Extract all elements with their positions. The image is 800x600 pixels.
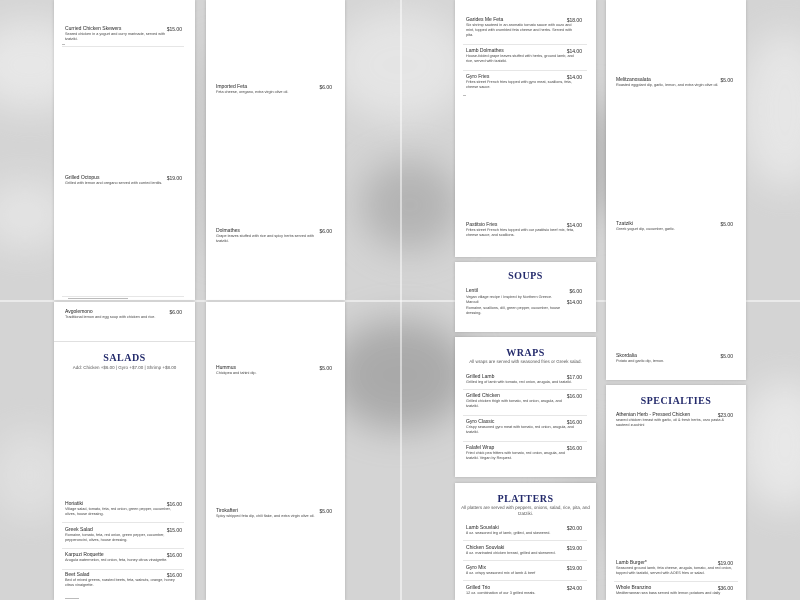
section-title-platters: PLATTERS xyxy=(497,494,554,505)
menu-card-mid-left-bottom xyxy=(206,302,345,600)
section-subtitle-wraps: All wraps are served with seasoned fries or Greek salad. xyxy=(469,359,582,364)
item-price: $6.00 xyxy=(569,289,582,295)
menu-item[interactable] xyxy=(65,175,182,189)
menu-item[interactable] xyxy=(616,353,733,367)
item-name: Whole Branzino xyxy=(616,585,652,591)
item-description: Crispy seasoned gyro meat with tomato, red onion, arugula, and tzatziki. xyxy=(466,425,574,434)
item-price: $5.00 xyxy=(720,222,733,228)
item-name: Hummus xyxy=(216,365,237,371)
item-name: Karpuzi Roquette xyxy=(65,552,104,558)
menu-item[interactable] xyxy=(466,48,582,68)
item-name: Greek Salad xyxy=(65,527,93,533)
item-description: 8 oz. marinated chicken breast, grilled and skewered. xyxy=(466,551,556,555)
menu-item[interactable] xyxy=(616,221,733,235)
menu-item[interactable] xyxy=(616,560,733,580)
item-name: Pastitsio Fries xyxy=(466,222,498,228)
item-description: Seasoned ground lamb, feta cheese, arugula, tomato, and red onion, topped with tzatziki, served with AOES fries or salad. xyxy=(616,566,732,575)
menu-card-mid-left-top xyxy=(206,0,345,300)
divider xyxy=(463,560,587,561)
divider xyxy=(463,441,587,442)
item-price: $19.00 xyxy=(566,566,582,572)
item-price: $14.00 xyxy=(566,75,582,81)
item-description: Grilled chicken thigh with tomato, red onion, arugula, and tzatziki. xyxy=(466,399,562,408)
item-description: Feta cheese, oregano, extra virgin olive oil. xyxy=(216,90,289,94)
item-description: Roasted eggplant dip, garlic, lemon, and extra virgin olive oil. xyxy=(616,83,719,87)
item-description: 8 oz. seasoned leg of lamb, grilled, and skewered. xyxy=(466,531,551,535)
item-name: Horiatiki xyxy=(65,501,84,507)
divider xyxy=(463,540,587,541)
menu-item[interactable] xyxy=(216,84,332,98)
divider xyxy=(62,569,184,570)
item-price: $6.00 xyxy=(169,310,182,316)
item-price: $15.00 xyxy=(166,27,182,33)
divider xyxy=(62,548,184,549)
item-description: Spicy whipped feta dip, chili flake, and extra virgin olive oil. xyxy=(216,514,315,518)
divider xyxy=(614,581,738,582)
item-name: Grilled Lamb xyxy=(466,374,495,380)
menu-item[interactable] xyxy=(65,501,182,521)
item-name: Avgolemono xyxy=(65,309,93,315)
item-description: Grilled with lemon and oregano served with curried lentils. xyxy=(65,181,163,185)
item-description: Vegan village recipe / Inspired by Northern Greece. Marouli xyxy=(466,295,553,304)
item-name: Gyro Classic xyxy=(466,419,495,425)
item-description: Arugula watermelon, red onion, feta, honey citrus vinaigrette. xyxy=(65,558,168,562)
menu-item[interactable] xyxy=(466,306,582,318)
item-price: $14.00 xyxy=(566,49,582,55)
item-price: $6.00 xyxy=(319,229,332,235)
divider xyxy=(62,296,184,297)
item-name: Athenian Herb - Pressed Chicken xyxy=(616,412,691,418)
divider xyxy=(463,44,587,45)
menu-item[interactable] xyxy=(466,17,582,43)
item-description: Greek yogurt dip, cucumber, garlic. xyxy=(616,227,675,231)
divider xyxy=(463,95,466,96)
menu-item[interactable] xyxy=(65,527,182,547)
item-description: Bed of mixed greens, roasted beets, feta, walnuts, orange, honey citrus vinaigrette. xyxy=(65,578,175,587)
item-name: Grilled Octopus xyxy=(65,175,100,181)
item-description: 12 oz. combination of our 3 grilled meats. xyxy=(466,591,536,595)
item-name: Gyro Fries xyxy=(466,74,490,80)
menu-item[interactable] xyxy=(616,77,733,91)
item-price: $19.00 xyxy=(166,176,182,182)
item-name: Lentil xyxy=(466,288,478,294)
divider xyxy=(463,415,587,416)
item-price: $16.00 xyxy=(166,573,182,579)
section-title-specialties: SPECIALTIES xyxy=(640,396,712,407)
item-name: Falafel Wrap xyxy=(466,445,495,451)
menu-item[interactable] xyxy=(466,585,582,599)
divider xyxy=(62,522,184,523)
menu-card-center-top xyxy=(455,0,596,257)
section-subtitle-salads: Add: Chicken +$6.00 | Gyro +$7.00 | Shrimp +$8.00 xyxy=(72,365,177,370)
menu-item[interactable] xyxy=(466,565,582,579)
item-price: $16.00 xyxy=(566,446,582,452)
menu-card-soups xyxy=(455,262,596,332)
item-price: $5.00 xyxy=(720,78,733,84)
item-name: Curried Chicken Skewers xyxy=(65,26,122,32)
menu-card-left-top xyxy=(54,0,195,300)
item-name: Gyro Mix xyxy=(466,565,486,571)
item-description: 8 oz. crispy seasoned mix of lamb & beef xyxy=(466,571,536,575)
item-description: Potato and garlic dip, lemon. xyxy=(616,359,665,363)
item-description: Fried chick pea fritters with tomato, red onion, arugula, and tzatziki. Vegan by Request. xyxy=(466,451,565,460)
item-price: $20.00 xyxy=(566,526,582,532)
menu-item[interactable] xyxy=(466,545,582,559)
divider xyxy=(65,598,79,599)
menu-item[interactable] xyxy=(466,393,582,413)
divider xyxy=(463,70,587,71)
item-price: $16.00 xyxy=(566,394,582,400)
menu-card-specialties xyxy=(606,385,746,600)
section-title-salads: SALADS xyxy=(103,353,146,364)
menu-item[interactable] xyxy=(466,445,582,467)
item-name: Tzatziki xyxy=(616,221,633,227)
item-description: Village salad, tomato, feta, red onion, green pepper, cucumber, olives, house dressing. xyxy=(65,507,171,516)
menu-item[interactable] xyxy=(216,228,332,248)
item-description: Six shrimp sauteed in an aromatic tomato sauce with ouzo and mint, topped with crumbled feta cheese and herbs. Served with pita. xyxy=(466,23,572,37)
menu-item[interactable] xyxy=(466,74,582,94)
item-name: Grilled Chicken xyxy=(466,393,500,399)
divider xyxy=(463,580,587,581)
menu-item[interactable] xyxy=(616,585,733,599)
divider xyxy=(463,389,587,390)
item-price: $19.00 xyxy=(717,561,733,567)
divider xyxy=(54,341,195,342)
item-name: Grilled Trio xyxy=(466,585,491,591)
item-price: $19.00 xyxy=(566,546,582,552)
item-description: Mediterranean sea bass served with lemon potatoes and daily xyxy=(616,591,721,595)
item-name: Chicken Souvlaki xyxy=(466,545,505,551)
item-price: $17.00 xyxy=(566,375,582,381)
item-price: $24.00 xyxy=(566,586,582,592)
item-price: $14.00 xyxy=(566,223,582,229)
item-description: Frites street French fries topped with gyro meat, scallions, feta, cheese sauce. xyxy=(466,80,572,89)
menu-item[interactable] xyxy=(466,525,582,539)
item-price: $5.00 xyxy=(319,509,332,515)
menu-item[interactable] xyxy=(466,374,582,388)
menu-item[interactable] xyxy=(65,26,182,46)
item-description: Grape leaves stuffed with rice and spicy herbs served with tzatziki. xyxy=(216,234,314,243)
menu-card-left-bottom xyxy=(54,302,195,600)
section-title-wraps: WRAPS xyxy=(506,348,545,359)
item-name: Garides Me Feta xyxy=(466,17,504,23)
item-name: Tirokafteri xyxy=(216,508,239,514)
menu-card-right-top xyxy=(606,0,746,380)
item-description: Romaine, tomato, feta, red onion, green pepper, cucumber, pepperoncini, olives, house dressing. xyxy=(65,533,165,542)
item-description: House-folded grape leaves stuffed with herbs, ground lamb, and rice, served with tzatziki. xyxy=(466,54,574,63)
item-name: Lamb Dolmathes xyxy=(466,48,504,54)
menu-item[interactable] xyxy=(216,365,332,379)
menu-item[interactable] xyxy=(466,294,582,306)
item-description: Chickpea and tahini dip. xyxy=(216,371,257,375)
item-description: Grilled leg of lamb with tomato, red onion, arugula, and tzatziki. xyxy=(466,380,572,384)
item-description: Frites street French fries topped with our pastitsio beef mix, feta, cheese sauce, and scallions. xyxy=(466,228,575,237)
item-price: $14.00 xyxy=(566,300,582,306)
menu-item[interactable] xyxy=(65,552,182,568)
item-price: $36.00 xyxy=(717,586,733,592)
item-price: $15.00 xyxy=(166,528,182,534)
item-description: Romaine, scallions, dill, green pepper, cucumber, house dressing. xyxy=(466,306,561,315)
item-name: Lamb Souvlaki xyxy=(466,525,499,531)
divider xyxy=(68,298,128,299)
item-price: $16.00 xyxy=(166,553,182,559)
divider xyxy=(62,44,65,45)
item-price: $23.00 xyxy=(717,413,733,419)
menu-item[interactable] xyxy=(65,309,182,323)
item-price: $16.00 xyxy=(166,502,182,508)
menu-item[interactable] xyxy=(216,508,332,522)
item-description: Traditional lemon and egg soup with chicken and rice. xyxy=(65,315,156,319)
menu-item[interactable] xyxy=(65,572,182,592)
item-name: Imported Feta xyxy=(216,84,248,90)
menu-item[interactable] xyxy=(466,419,582,439)
menu-card-wraps xyxy=(455,337,596,477)
item-name: Beet Salad xyxy=(65,572,90,578)
item-description: Seared chicken in a yogurt and curry marinade, served with tzatziki. xyxy=(65,32,166,41)
section-title-soups: SOUPS xyxy=(508,271,543,282)
menu-item[interactable] xyxy=(616,412,733,430)
item-price: $5.00 xyxy=(720,354,733,360)
item-price: $16.00 xyxy=(566,420,582,426)
item-name: Lamb Burger* xyxy=(616,560,647,566)
item-name: Melitzanosalata xyxy=(616,77,651,83)
item-price: $5.00 xyxy=(319,366,332,372)
item-name: Dolmathes xyxy=(216,228,240,234)
item-name: Skordalia xyxy=(616,353,637,359)
menu-card-platters xyxy=(455,483,596,600)
divider xyxy=(62,46,184,47)
section-subtitle-platters: All platters are served with peppers, onions, salad, rice, pita, and tzatziki. xyxy=(461,505,590,516)
item-price: $6.00 xyxy=(319,85,332,91)
menu-item[interactable] xyxy=(466,222,582,242)
item-description: seared chicken breast with garlic, oil & fresh herbs, orzo pasta & sauteed zucchini xyxy=(616,418,725,427)
item-price: $18.00 xyxy=(566,18,582,24)
